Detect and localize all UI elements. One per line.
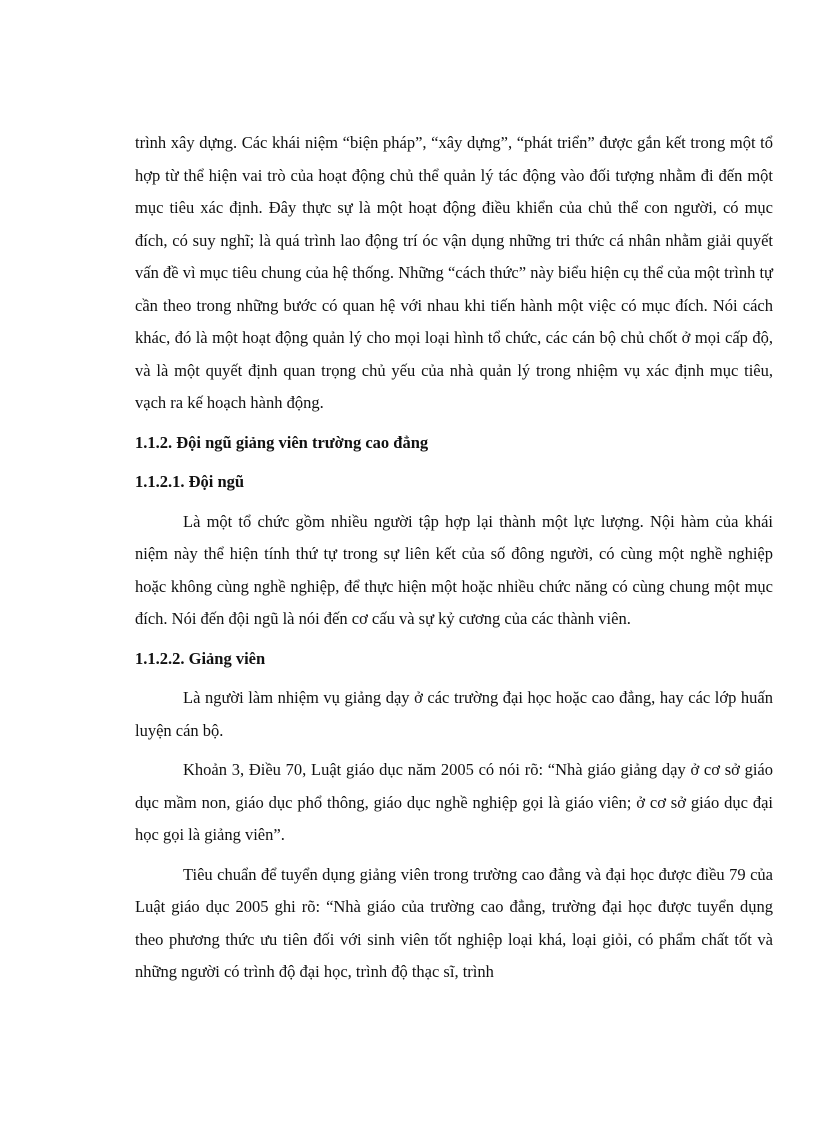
paragraph-tieu-chuan-tuyen-dung: Tiêu chuẩn để tuyển dụng giảng viên trong trường cao đẳng và đại học được điều 79 của Luật giáo dục 2005 ghi rõ: “Nhà giáo của trường cao đẳng, trường đại học được tuyển dụng theo phương thức ưu tiên đối với sinh viên tốt nghiệp loại khá, loại giỏi, có phẩm chất tốt và những người có trình độ đại học, trình độ thạc sĩ, trình	[135, 864, 773, 981]
paragraph-doi-ngu: Là một tổ chức gồm nhiều người tập hợp lại thành một lực lượng. Nội hàm của khái niệm này thể hiện tính thứ tự trong sự liên kết của số đông người, có cùng một nghề nghiệp hoặc không cùng nghề nghiệp, để thực hiện một hoặc nhiều chức năng có cùng chung một mục đích. Nói đến đội ngũ là nói đến cơ cấu và sự kỷ cương của các thành viên.	[135, 511, 773, 628]
subsection-heading-1-1-2-2: 1.1.2.2. Giảng viên	[135, 648, 266, 668]
document-body	[135, 127, 773, 996]
section-heading-1-1-2: 1.1.2. Đội ngũ giảng viên trường cao đẳng	[135, 432, 429, 452]
paragraph-intro: trình xây dựng. Các khái niệm “biện pháp”, “xây dựng”, “phát triển” được gắn kết trong một tổ hợp từ thể hiện vai trò của hoạt động chủ thể quản lý tác động vào đối tượng nhằm đi đến một mục tiêu xác định. Đây thực sự là một hoạt động điều khiển của chủ thể con người, có mục đích, có suy nghĩ; là quá trình lao động trí óc vận dụng những tri thức cá nhân nhằm giải quyết vấn đề vì mục tiêu chung của hệ thống. Những “cách thức” này biểu hiện cụ thể của một trình tự cần theo trong những bước có quan hệ với nhau khi tiến hành một việc có mục đích. Nói cách khác, đó là một hoạt động quản lý cho mọi loại hình tổ chức, các cán bộ chủ chốt ở mọi cấp độ, và là một quyết định quan trọng chủ yếu của nhà quản lý trong nhiệm vụ xác định mục tiêu, vạch ra kế hoạch hành động.	[135, 133, 773, 412]
subsection-heading-1-1-2-1: 1.1.2.1. Đội ngũ	[135, 472, 245, 491]
paragraph-giang-vien-definition: Là người làm nhiệm vụ giảng dạy ở các trường đại học hoặc cao đẳng, hay các lớp huấn luyện cán bộ.	[135, 688, 773, 740]
paragraph-luat-giao-duc-dieu-70: Khoản 3, Điều 70, Luật giáo dục năm 2005 có nói rõ: “Nhà giáo giảng dạy ở cơ sở giáo dục mầm non, giáo dục phổ thông, giáo dục nghề nghiệp gọi là giáo viên; ở cơ sở giáo dục đại học gọi là giảng viên”.	[135, 760, 773, 844]
